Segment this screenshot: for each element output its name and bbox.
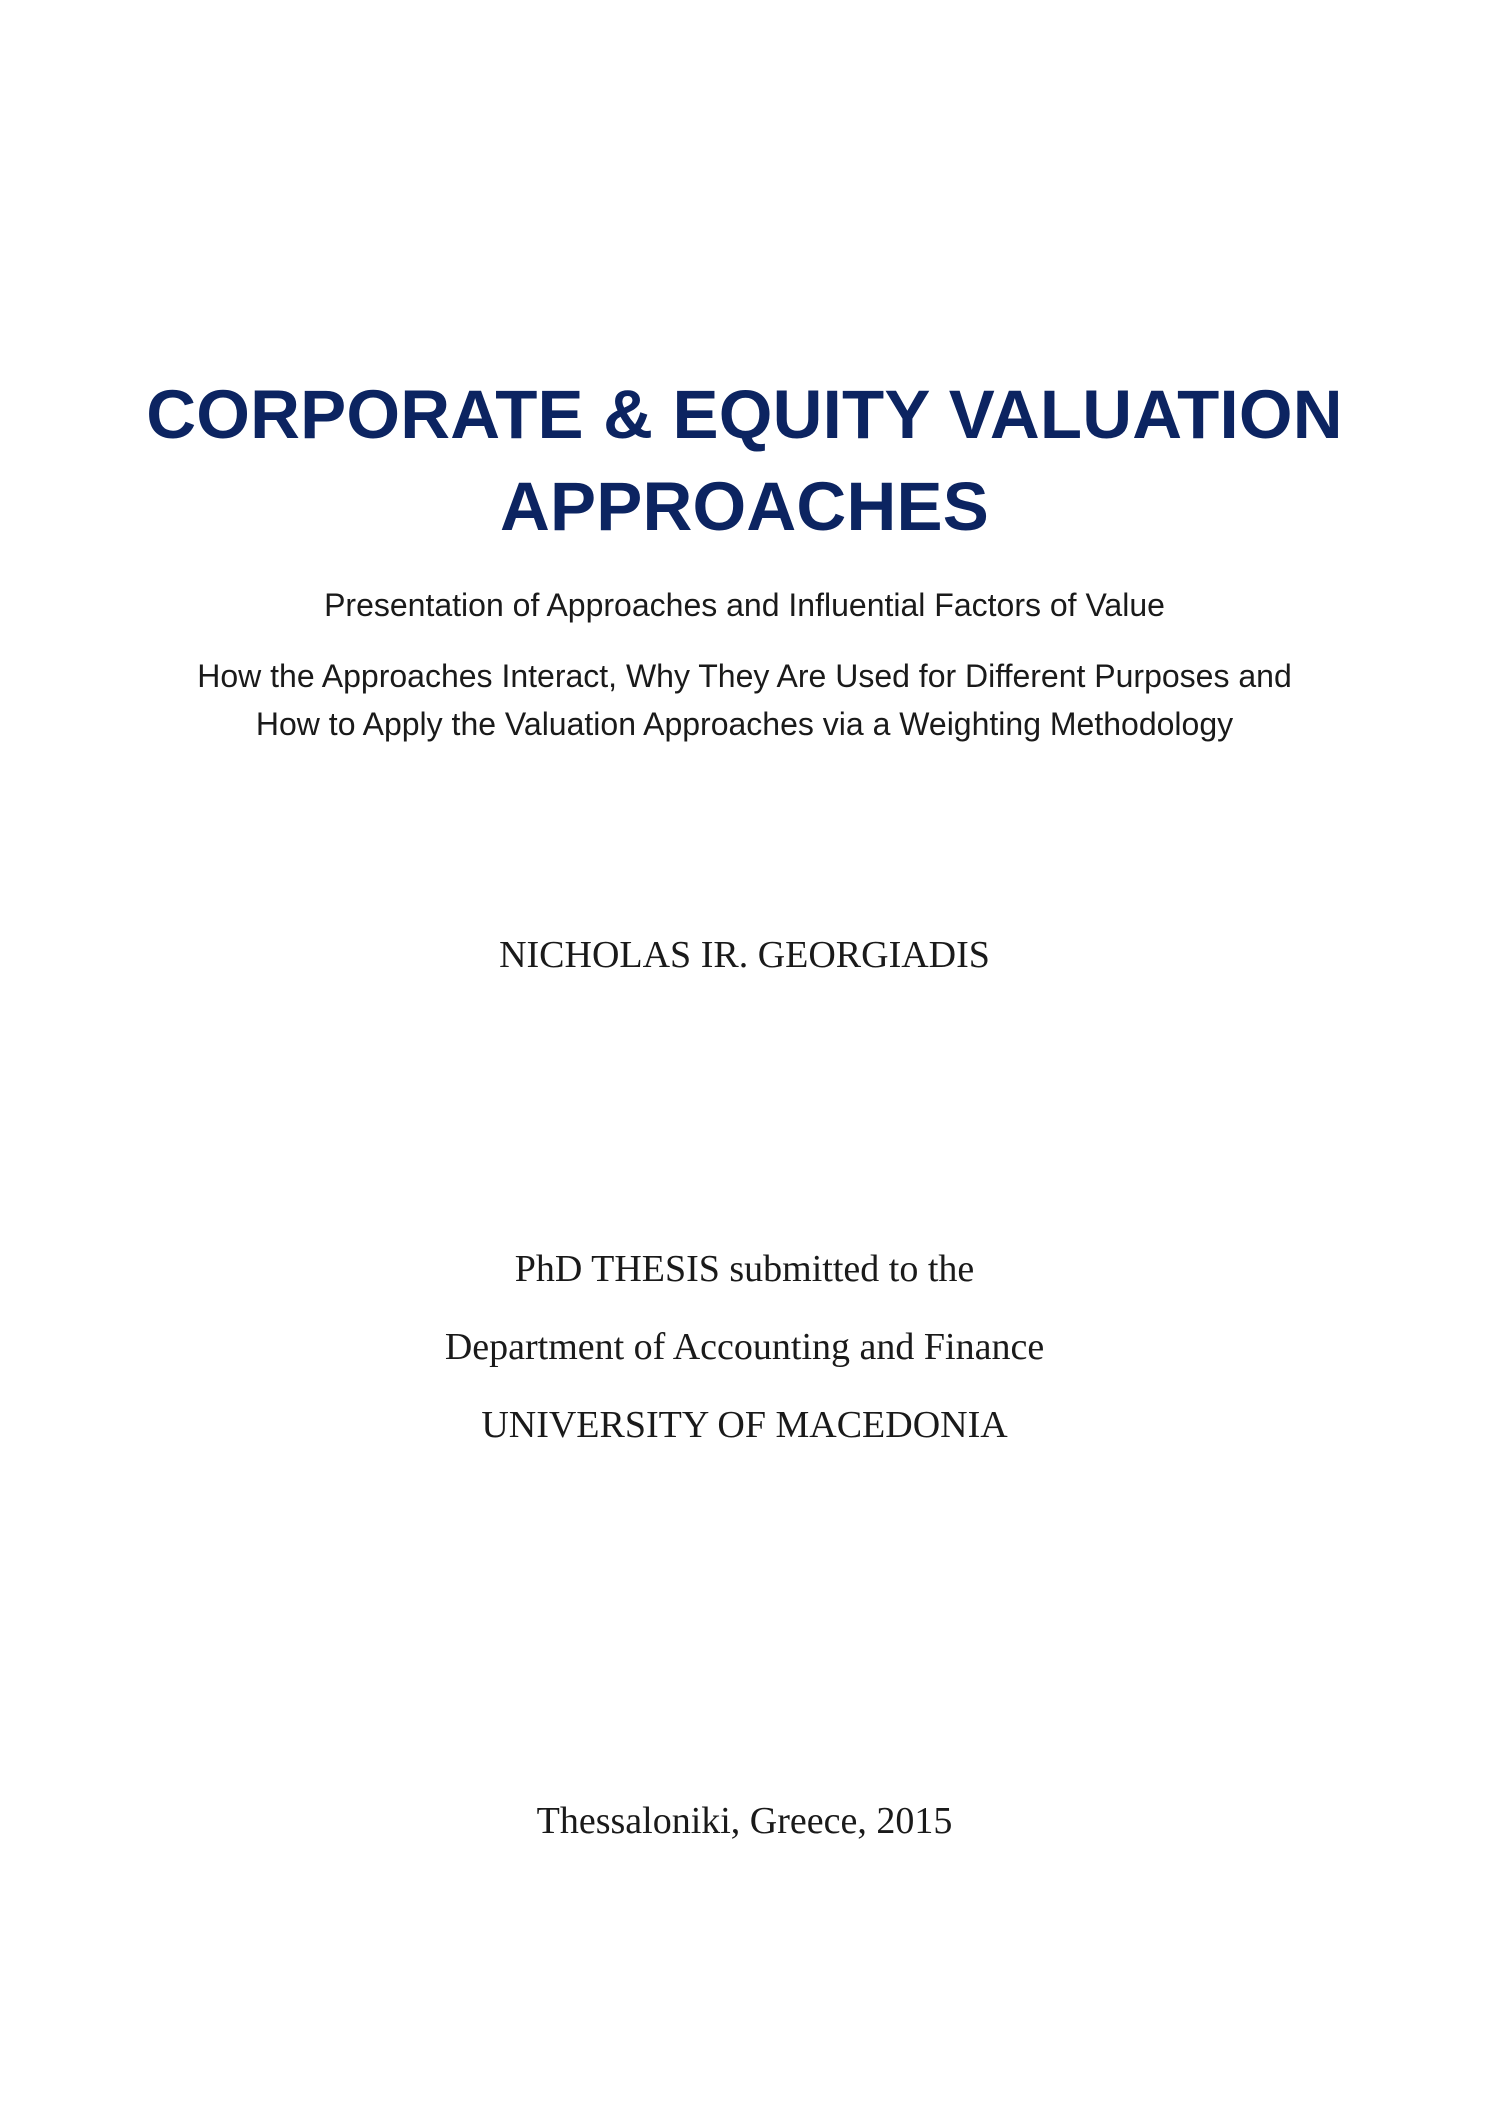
place-and-year: Thessaloniki, Greece, 2015 xyxy=(536,1800,953,1842)
thesis-title-line-1: CORPORATE & EQUITY VALUATION xyxy=(146,376,1343,453)
thesis-title-line-2: APPROACHES xyxy=(500,468,989,545)
submission-statement: PhD THESIS submitted to the xyxy=(514,1248,975,1290)
department-name: Department of Accounting and Finance xyxy=(444,1326,1045,1368)
thesis-subtitle-line-2: How the Approaches Interact, Why They Are Used for Different Purposes and xyxy=(197,658,1292,694)
thesis-subtitle-line-1: Presentation of Approaches and Influential Factors of Value xyxy=(324,587,1165,623)
author-name: NICHOLAS IR. GEORGIADIS xyxy=(499,934,990,976)
thesis-subtitle-line-3: How to Apply the Valuation Approaches via a Weighting Methodology xyxy=(255,706,1234,742)
university-name: UNIVERSITY OF MACEDONIA xyxy=(481,1404,1008,1446)
